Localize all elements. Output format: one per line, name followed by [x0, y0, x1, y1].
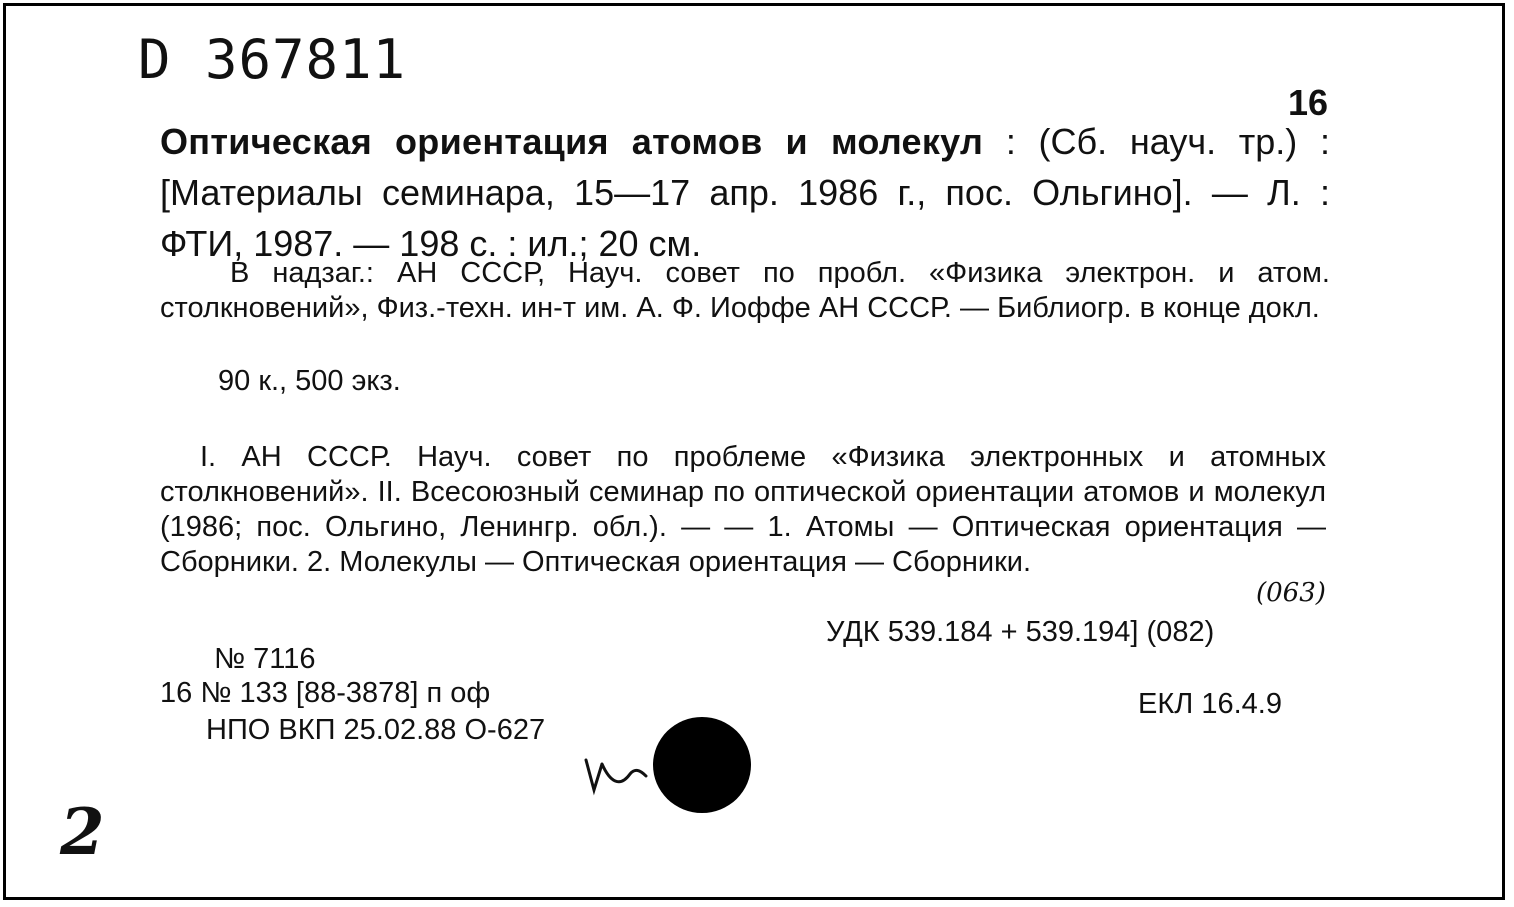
- card-number: 16: [1288, 82, 1329, 123]
- handwritten-initial: [580, 752, 652, 796]
- call-number: D 367811: [138, 28, 407, 91]
- handwritten-code: (063): [1256, 578, 1326, 608]
- imprint: : (Сб. науч. тр.) : [Материалы семинара, 15—17 апр. 1986 г., пос. Ольгино]. — Л. : ФТИ, 1987. — 198 с. : ил.; 20 см.: [160, 121, 1330, 264]
- bibliographic-description: [160, 116, 1330, 269]
- notes: В надзаг.: АН СССР, Науч. совет по пробл. «Физика электрон. и атом. столкновений», Физ.-техн. ин-т им. А. Ф. Иоффе АН СССР. — Библиогр. в конце докл.: [160, 257, 1330, 324]
- price-and-print-run: 90 к., 500 экз.: [218, 365, 401, 397]
- order-line: 16 № 133 [88-3878] п оф: [160, 677, 491, 709]
- book-title: Оптическая ориентация атомов и молекул: [160, 121, 984, 162]
- udc-classification: УДК 539.184 + 539.194] (082): [826, 616, 1215, 648]
- punch-hole: [653, 717, 751, 813]
- handwritten-mark: 2: [60, 795, 105, 870]
- subject-tracing: I. АН СССР. Науч. совет по проблеме «Физика электронных и атомных столкновений». II. Всесоюзный семинар по оптической ориентации атомов и молекул (1986; пос. Ольгино, Ленингр. обл.). — — 1. Атомы — Оптическая ориентация — Сборники. 2. Молекулы — Оптическая ориентация — Сборники.: [160, 441, 1326, 578]
- publisher-line: НПО ВКП 25.02.88 О-627: [206, 714, 546, 746]
- accession-number: № 7116: [214, 643, 316, 675]
- ekl-classification: ЕКЛ 16.4.9: [1138, 688, 1282, 720]
